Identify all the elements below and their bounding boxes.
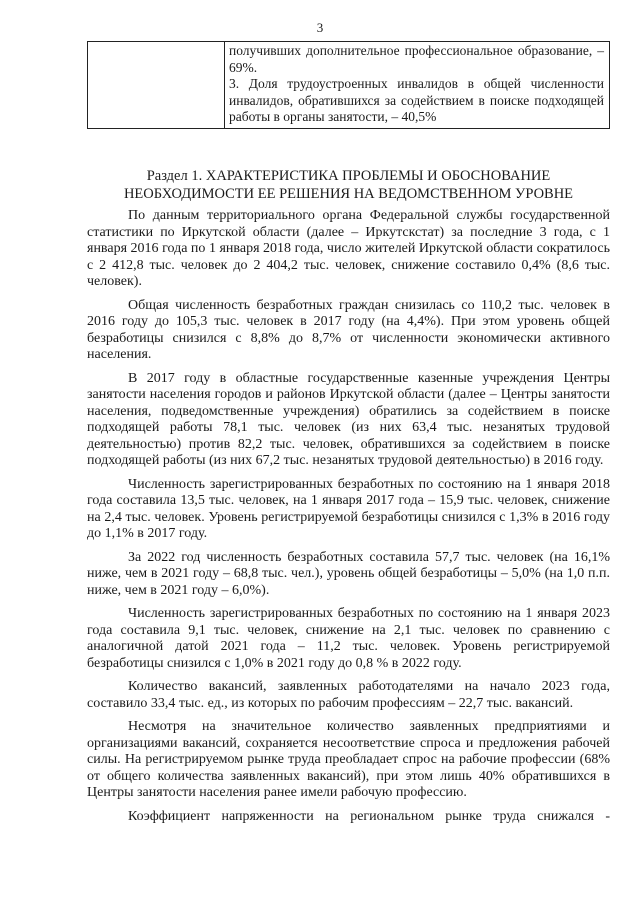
table-cell-indicators	[225, 42, 610, 129]
section-body	[87, 208, 610, 832]
paragraph: Численность зарегистрированных безработных по состоянию на 1 января 2018 года составила 13,5 тыс. человек, на 1 января 2017 года – 15,9 тыс. человек, снижение на 2,4 тыс. человек. Уровень регистрируемой безработицы снизился с 1,3% в 2016 году до 1,1% в 2017 году.	[87, 476, 610, 541]
paragraph: По данным территориального органа Федеральной службы государственной статистики по Иркутской области (далее – Иркутскстат) за последние 3 года, с 1 января 2016 года по 1 января 2018 года, число жителей Иркутской области сократилось с 2 412,8 тыс. человек до 2 404,2 тыс. человек, снижение составило 0,4% (8,6 тыс. человек).	[87, 208, 610, 289]
table-row	[88, 42, 610, 129]
paragraph: Несмотря на значительное количество заявленных предприятиями и организациями вакансий, сохраняется несоответствие спроса и предложения рабочей силы. На регистрируемом рынке труда преобладает спрос на рабочие профессии (68% от общего количества заявленных вакансий), при этом лишь 40% обратившихся в Центры занятости населения ранее имели рабочую профессию.	[87, 719, 610, 800]
paragraph: Численность зарегистрированных безработных по состоянию на 1 января 2023 года составила 9,1 тыс. человек, снижение на 2,1 тыс. человек по сравнению с аналогичной датой 2021 года – 11,2 тыс. человек. Уровень регистрируемой безработицы снизился с 1,0% в 2021 году до 0,8 % в 2022 году.	[87, 606, 610, 671]
paragraph: В 2017 году в областные государственные казенные учреждения Центры занятости населения городов и районов Иркутской области (далее – Центры занятости населения, подведомственные учреждения) обратились за содействием в поиске подходящей работы 78,1 тыс. человек (из них 63,4 тыс. незанятых трудовой деятельностью) против 82,2 тыс. человек, обратившихся за содействием в поиске подходящей работы (из них 67,2 тыс. незанятых трудовой деятельностью) в 2016 году.	[87, 370, 610, 468]
page-number: 3	[316, 20, 324, 35]
continuation-table	[87, 41, 610, 129]
table-indicator-text: получивших дополнительное профессиональное образование, – 69%.	[229, 43, 604, 75]
table-indicator-text: 3. Доля трудоустроенных инвалидов в общей численности инвалидов, обратившихся за содействием в поиске подходящей работы в органы занятости, – 40,5%	[229, 76, 604, 124]
paragraph: Коэффициент напряженности на региональном рынке труда снижался -	[128, 808, 610, 824]
section-title-line: НЕОБХОДИМОСТИ ЕЕ РЕШЕНИЯ НА ВЕДОМСТВЕННОМ УРОВНЕ	[123, 186, 574, 202]
paragraph: За 2022 год численность безработных составила 57,7 тыс. человек (на 16,1% ниже, чем в 2021 году – 68,8 тыс. чел.), уровень общей безработицы – 5,0% (на 1,0 п.п. ниже, чем в 2021 году – 6,0%).	[87, 549, 610, 598]
paragraph: Общая численность безработных граждан снизилась со 110,2 тыс. человек в 2016 году до 105,3 тыс. человек в 2017 году (на 4,4%). При этом уровень общей безработицы снизился с 8,8% до 8,7% от численности экономически активного населения.	[87, 297, 610, 362]
section-heading	[87, 167, 610, 203]
paragraph: Количество вакансий, заявленных работодателями на начало 2023 года, составило 33,4 тыс. ед., из которых по рабочим профессиям – 22,7 тыс. вакансий.	[87, 679, 610, 711]
section-title-line: Раздел 1. ХАРАКТЕРИСТИКА ПРОБЛЕМЫ И ОБОСНОВАНИЕ	[146, 168, 551, 184]
table-cell-empty	[88, 42, 225, 129]
